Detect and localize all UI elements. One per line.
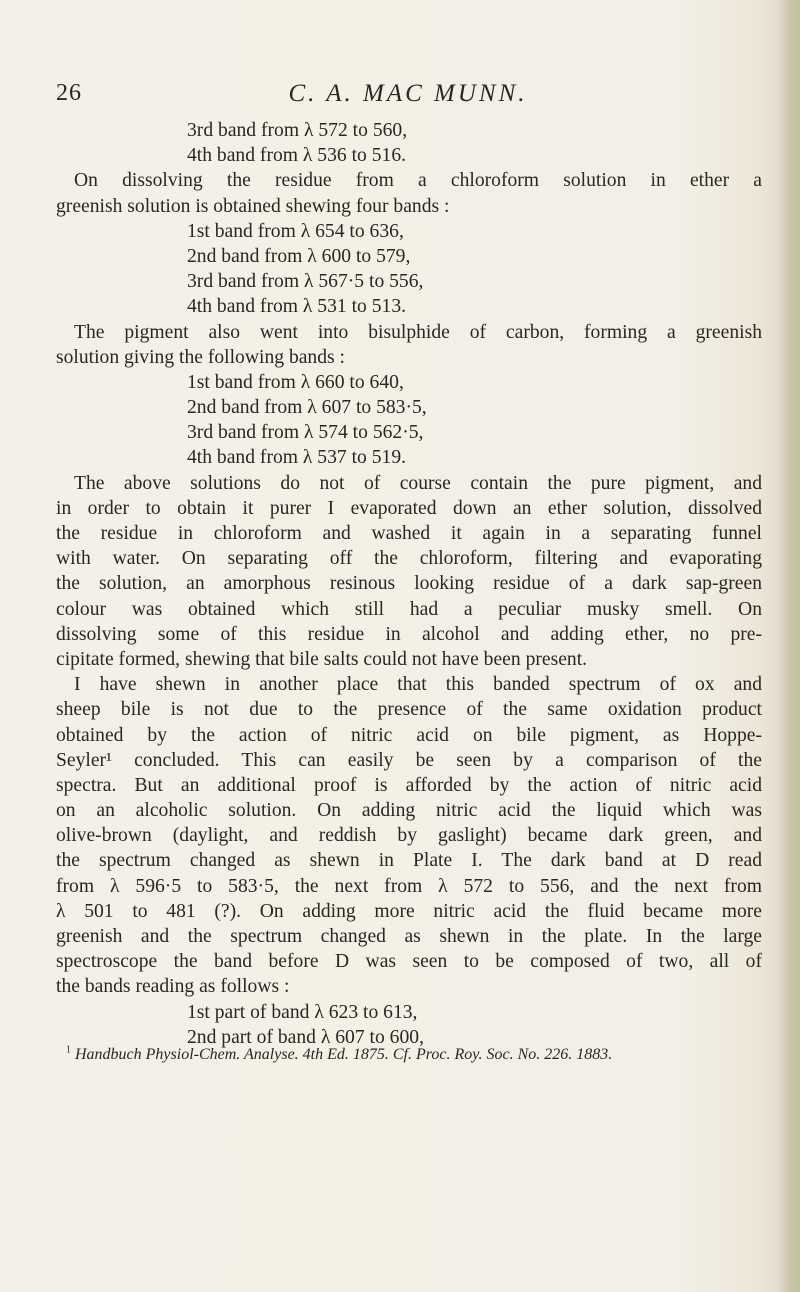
text-line: 1st part of band λ 623 to 613, — [187, 1001, 418, 1023]
footnote — [66, 1046, 766, 1064]
text-line: The above solutions do not of course contain the pure pigment, and — [74, 472, 762, 494]
text-line: solution giving the following bands : — [56, 346, 345, 368]
text-line: 3rd band from λ 574 to 562·5, — [187, 422, 424, 444]
text-line: colour was obtained which still had a peculiar musky smell. On — [56, 598, 762, 620]
text-line: in order to obtain it purer I evaporated down an ether solution, dissolved — [56, 497, 762, 519]
text-line: the solution, an amorphous resinous looking residue of a dark sap-green — [56, 573, 762, 595]
text-line: 4th band from λ 536 to 516. — [187, 145, 407, 167]
text-line: On dissolving the residue from a chloroform solution in ether a — [74, 170, 762, 192]
text-line: λ 501 to 481 (?). On adding more nitric acid the fluid became more — [56, 900, 762, 922]
text-line: 4th band from λ 531 to 513. — [187, 296, 407, 318]
text-line: greenish solution is obtained shewing four bands : — [56, 195, 450, 217]
text-line: the residue in chloroform and washed it again in a separating funnel — [56, 523, 762, 544]
text-line: on an alcoholic solution. On adding nitric acid the liquid which was — [56, 800, 762, 822]
page-edge-shadow — [778, 0, 800, 1292]
text-line: 2nd part of band λ 607 to 600, — [187, 1026, 424, 1048]
text-line: spectra. But an additional proof is afforded by the action of nitric acid — [56, 774, 762, 796]
text-line: sheep bile is not due to the presence of the same oxidation product — [56, 699, 762, 721]
text-line: I have shewn in another place that this banded spectrum of ox and — [74, 674, 762, 696]
footnote-text: Handbuch Physiol-Chem. Analyse. 4th Ed. 1875. Cf. Proc. Roy. Soc. No. 226. 1883. — [75, 1046, 613, 1063]
text-line: the spectrum changed as shewn in Plate I. The dark band at D read — [56, 850, 762, 872]
text-line: greenish and the spectrum changed as shewn in the plate. In the large — [56, 926, 762, 947]
text-line: The pigment also went into bisulphide of carbon, forming a greenish — [74, 321, 762, 343]
text-line: 1st band from λ 654 to 636, — [187, 220, 404, 242]
text-line: olive-brown (daylight, and reddish by gaslight) became dark green, and — [56, 825, 762, 847]
text-line: 2nd band from λ 600 to 579, — [187, 245, 411, 267]
text-line: from λ 596·5 to 583·5, the next from λ 572 to 556, and the next from — [56, 875, 762, 897]
body-text — [56, 118, 762, 1050]
text-line: Seyler¹ concluded. This can easily be seen by a comparison of the — [56, 749, 762, 771]
running-head: C. A. MAC MUNN. — [288, 80, 528, 107]
text-line: dissolving some of this residue in alcohol and adding ether, no pre- — [56, 623, 762, 645]
text-line: 2nd band from λ 607 to 583·5, — [187, 397, 427, 419]
text-line: 3rd band from λ 567·5 to 556, — [187, 271, 424, 293]
text-line: cipitate formed, shewing that bile salts could not have been present. — [56, 648, 588, 670]
text-line: 3rd band from λ 572 to 560, — [187, 120, 408, 141]
text-line: 1st band from λ 660 to 640, — [187, 371, 404, 393]
page-number: 26 — [56, 80, 82, 106]
text-line: obtained by the action of nitric acid on bile pigment, as Hoppe- — [56, 724, 762, 746]
text-line: the bands reading as follows : — [56, 976, 290, 998]
page-header — [56, 80, 760, 114]
text-line: 4th band from λ 537 to 519. — [187, 447, 407, 469]
text-line: with water. On separating off the chloroform, filtering and evaporating — [56, 548, 762, 570]
footnote-marker: 1 — [66, 1044, 71, 1056]
text-line: spectroscope the band before D was seen to be composed of two, all of — [56, 951, 762, 973]
